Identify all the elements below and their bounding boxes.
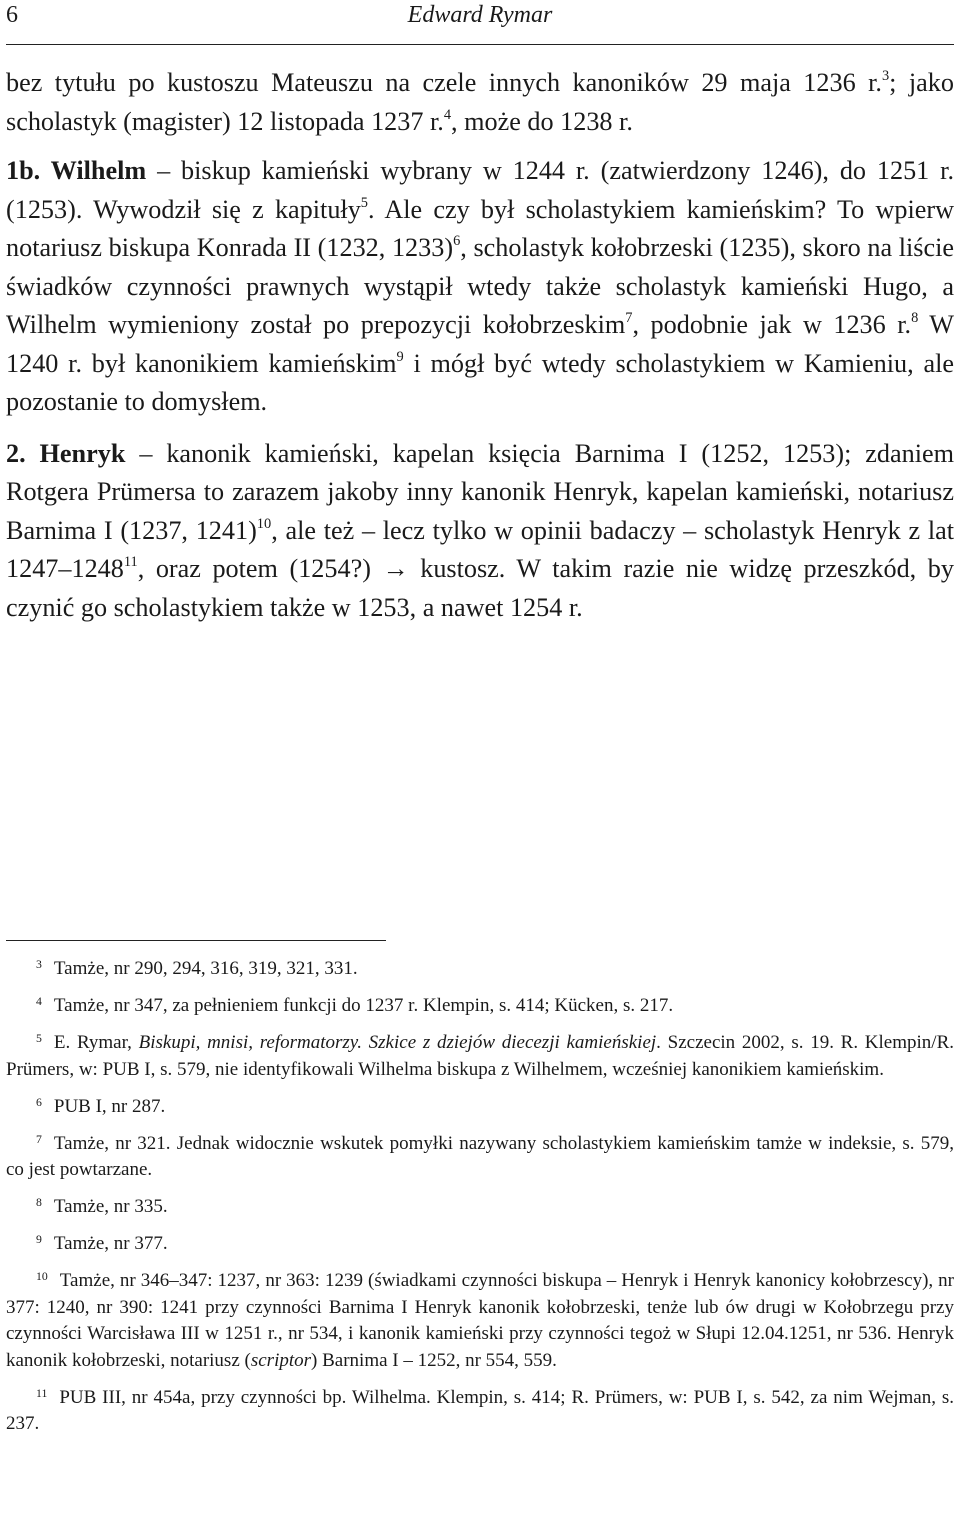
footnote-6 [6, 1094, 954, 1121]
footnote-text: Tamże, nr 335. [53, 1196, 168, 1217]
footnote-4 [6, 993, 954, 1020]
footnote-3 [6, 956, 954, 983]
footnote-ref: 10 [256, 515, 272, 532]
footnote-10 [6, 1268, 954, 1374]
running-header [6, 0, 954, 45]
footnote-number: 5 [36, 1032, 42, 1046]
footnote-9 [6, 1231, 954, 1258]
text-run: i mógł być wtedy scholastykiem w Kamieniu, ale pozostanie to domysłem. [6, 348, 954, 416]
text-run: – biskup kamieński wybrany w 1244 r. (zatwierdzony 1246), do 1251 r. (1253). Wywodził się z kapituły [6, 156, 954, 224]
footnote-number: 7 [36, 1132, 42, 1146]
footnote-number: 6 [36, 1095, 42, 1109]
footnote-text: Tamże, nr 290, 294, 316, 319, 321, 331. [53, 958, 358, 979]
footnote-ref: 6 [453, 233, 461, 250]
text-run: , oraz potem (1254?) → kustosz. W takim razie nie widzę przeszkód, by czynić go scholastykiem także w 1253, a nawet 1254 r. [6, 554, 954, 622]
text-run: . Ale czy był scholastykiem kamieńskim? To wpierw notariusz biskupa Konrada II (1232, 1233) [6, 194, 954, 262]
text-run: , podobnie jak w 1236 r. [632, 310, 912, 339]
text-run: , ale też – lecz tylko w opinii badaczy – scholastyk Henryk z lat 1247–1248 [6, 515, 954, 583]
entry-heading: 2. Henryk [6, 438, 126, 468]
footnotes [6, 956, 954, 1448]
footnote-5 [6, 1030, 954, 1083]
footnote-number: 9 [36, 1233, 42, 1247]
footnote-ref: 11 [123, 554, 138, 571]
footnote-text: Tamże, nr 377. [53, 1233, 168, 1254]
page-number: 6 [6, 2, 18, 28]
footnote-number: 8 [36, 1196, 42, 1210]
footnote-ref: 8 [911, 310, 919, 327]
text-run: bez tytułu po kustoszu Mateuszu na czele innych kanoników 29 maja 1236 r. [6, 68, 882, 97]
paragraph-2-henryk [6, 435, 954, 628]
footnote-text: ) Barnima I – 1252, nr 554, 559. [311, 1349, 557, 1371]
footnote-ref: 7 [625, 310, 633, 327]
footnote-number: 3 [36, 958, 42, 972]
main-text [6, 64, 954, 627]
footnote-title-italic: Biskupi, mnisi, reformatorzy. Szkice z dziejów diecezji kamieńskiej [138, 1032, 657, 1053]
footnote-text: Tamże, nr 347, za pełnieniem funkcji do 1237 r. Klempin, s. 414; Kücken, s. 217. [53, 995, 674, 1016]
running-head-author: Edward Rymar [407, 2, 553, 28]
entry-heading: 1b. Wilhelm [6, 156, 147, 185]
footnote-text: PUB III, nr 454a, przy czynności bp. Wilhelma. Klempin, s. 414; R. Prümers, w: PUB I, s. 542, za nim Wejman, s. 237. [6, 1386, 954, 1434]
footnote-text: Tamże, nr 346–347: 1237, nr 363: 1239 (świadkami czynności biskupa – Henryk i Henryk kanonicy kołobrzescy), nr 377: 1240, nr 390: 1241 przy czynności Barnima I Henryk kanonik kołobrzeski, tenże lub ów drugi w Kołobrzegu przy czynności Warcisława III w 1251 r., nr 534, i kanonik kamieński przy czynności tegoż w Słupi 12.04.1251, nr 536. Henryk kanonik kołobrzeski, notariusz ( [6, 1270, 954, 1371]
text-run: , scholastyk kołobrzeski (1235), skoro na liście świadków czynności prawnych wystąpił wtedy także scholastyk kamieński Hugo, a Wilhelm wymieniony został po prepozycji kołobrzeskim [6, 233, 954, 339]
footnote-term-italic: scriptor [250, 1349, 312, 1371]
footnote-ref: 3 [881, 68, 890, 85]
footnote-number: 11 [36, 1386, 48, 1400]
footnote-text: E. Rymar, [53, 1032, 139, 1053]
footnote-text: Tamże, nr 321. Jednak widocznie wskutek pomyłki nazywany scholastykiem kamieńskim tamże w indeksie, s. 579, co jest powtarzane. [6, 1132, 954, 1180]
footnote-text: PUB I, nr 287. [53, 1095, 166, 1117]
text-run: , może do 1238 r. [451, 106, 633, 136]
footnote-separator [6, 940, 386, 941]
footnote-8 [6, 1194, 954, 1221]
paragraph-1b-wilhelm [6, 152, 954, 422]
text-run: ; jako scholastyk (magister) 12 listopada 1237 r. [6, 68, 954, 136]
text-run: W 1240 r. był kanonikiem kamieńskim [6, 310, 954, 378]
text-run: – kanonik kamieński, kapelan księcia Barnima I (1252, 1253); zdaniem Rotgera Prümersa to zarazem jakoby inny kanonik Henryk, kapelan kamieński, notariusz Barnima I (1237, 1241) [6, 438, 954, 545]
paragraph-1 [6, 64, 954, 141]
footnote-11 [6, 1385, 954, 1438]
footnote-ref: 9 [396, 348, 404, 365]
footnote-7 [6, 1131, 954, 1184]
footnote-ref: 4 [443, 106, 452, 123]
footnote-ref: 5 [360, 194, 368, 211]
footnote-number: 4 [36, 995, 42, 1009]
footnote-number: 10 [36, 1270, 48, 1284]
footnote-text: . Szczecin 2002, s. 19. R. Klempin/R. Prümers, w: PUB I, s. 579, nie identyfikowali Wilhelma biskupa z Wilhelmem, wcześniej kanonikiem kamieńskim. [6, 1032, 954, 1080]
